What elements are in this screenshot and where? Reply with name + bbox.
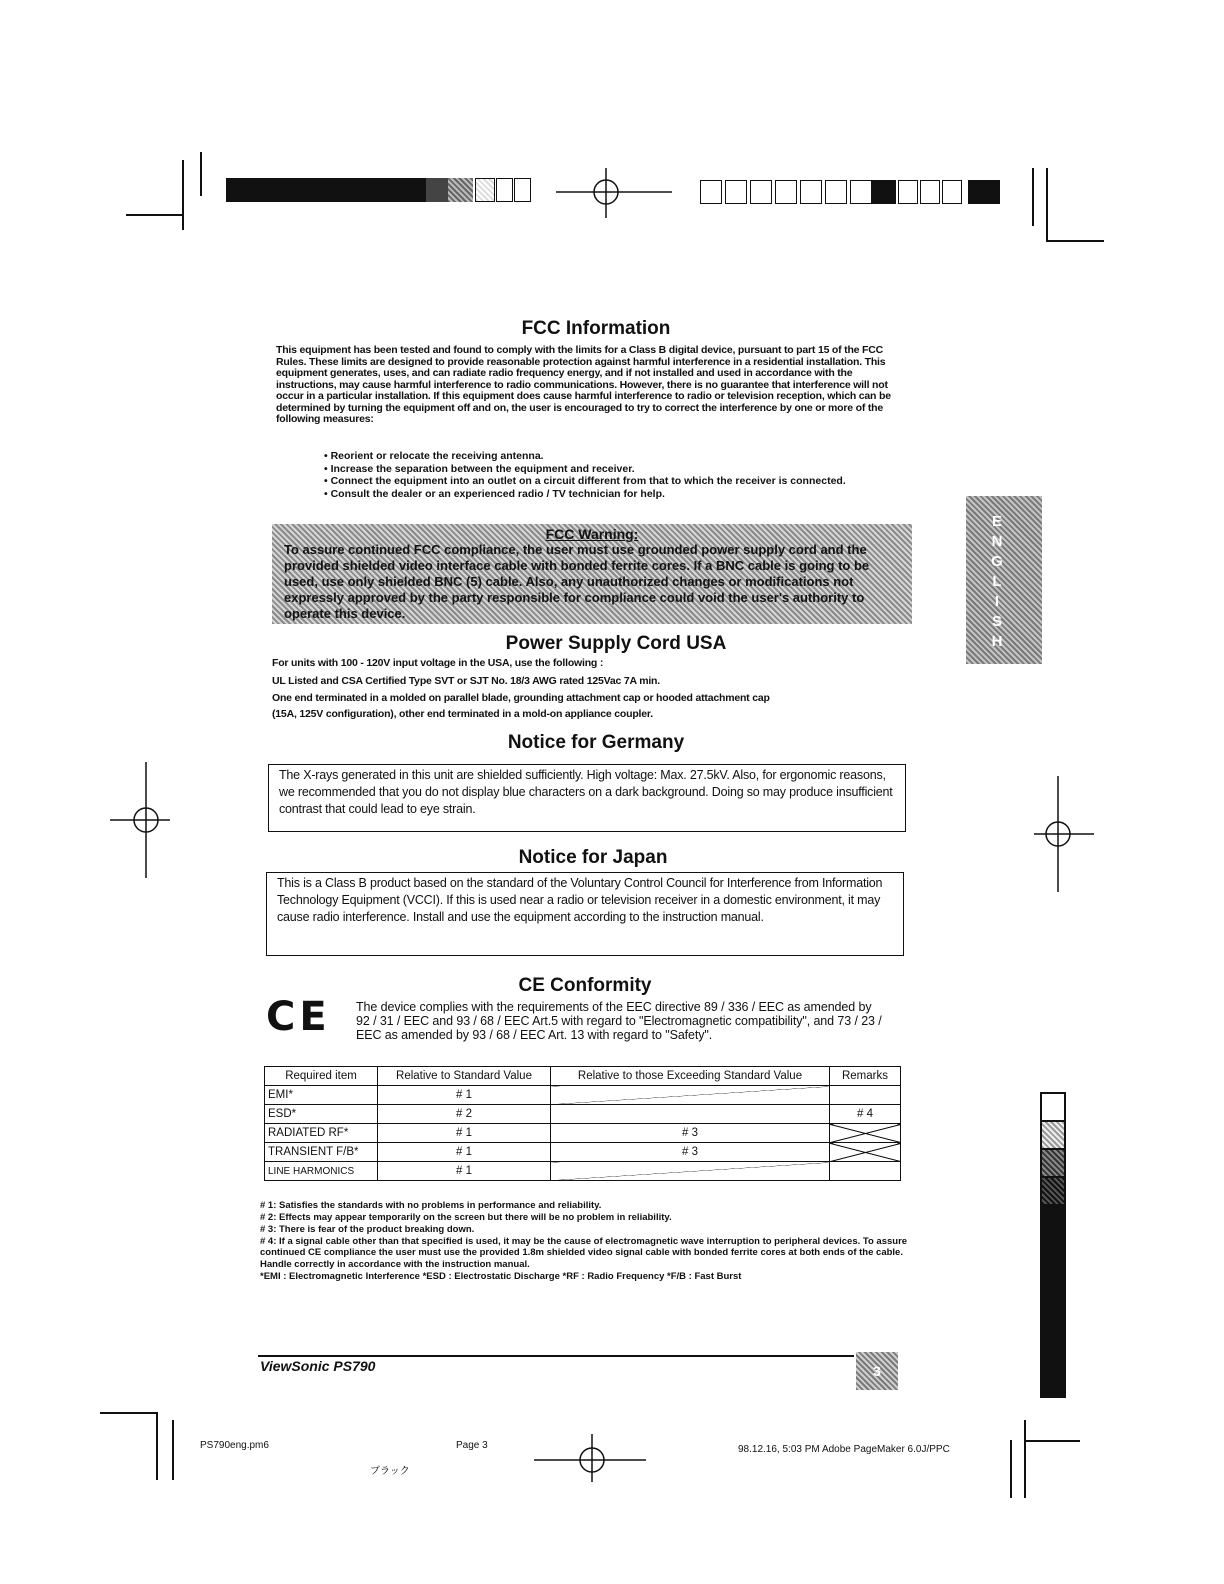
table-header-cell: Remarks bbox=[830, 1067, 901, 1086]
table-cell-remark bbox=[830, 1143, 901, 1162]
table-row bbox=[265, 1162, 901, 1181]
table-cell-item: EMI* bbox=[265, 1086, 378, 1105]
table-cell-std: # 1 bbox=[378, 1086, 551, 1105]
crop-mark bbox=[1024, 1420, 1026, 1498]
table-cell-remark bbox=[830, 1124, 901, 1143]
ce-notes bbox=[260, 1200, 910, 1283]
ce-note: # 4: If a signal cable other than that specified is used, it may be the cause of electromagnetic wave interruption to peripheral devices. To assure continued CE compliance the user must use the provided 1.8m shielded video signal cable with bonded ferrite cores at both ends of the cable. bbox=[260, 1236, 908, 1258]
ce-note: # 3: There is fear of the product breaking down. bbox=[260, 1224, 475, 1235]
crop-mark bbox=[172, 1420, 174, 1480]
crop-mark bbox=[182, 160, 184, 230]
table-header-row bbox=[265, 1067, 901, 1086]
side-tab-letter: H bbox=[991, 633, 1003, 650]
table-header-cell: Relative to Standard Value bbox=[378, 1067, 551, 1086]
table-cell-item: LINE HARMONICS bbox=[265, 1162, 378, 1181]
color-bar-right bbox=[700, 180, 1000, 204]
table-cell-item: RADIATED RF* bbox=[265, 1124, 378, 1143]
side-tab-letters bbox=[990, 512, 1004, 652]
germany-title: Notice for Germany bbox=[507, 732, 685, 753]
side-tab-letter: S bbox=[991, 613, 1002, 630]
slug-file: PS790eng.pm6 bbox=[200, 1440, 269, 1451]
ce-note: # 1: Satisfies the standards with no problems in performance and reliability. bbox=[260, 1200, 602, 1211]
slug-page: Page 3 bbox=[456, 1440, 488, 1451]
table-cell-std: # 2 bbox=[378, 1105, 551, 1124]
table-row bbox=[265, 1143, 901, 1162]
table-cell-std: # 1 bbox=[378, 1162, 551, 1181]
registration-mark-icon bbox=[534, 1434, 646, 1482]
side-tab-letter: N bbox=[991, 533, 1003, 550]
footer-rule bbox=[258, 1355, 854, 1357]
table-cell-exceed bbox=[551, 1162, 830, 1181]
table-cell-exceed: # 3 bbox=[551, 1124, 830, 1143]
power-line: UL Listed and CSA Certified Type SVT or SJT No. 18/3 AWG rated 125Vac 7A min. bbox=[272, 675, 660, 687]
power-line: For units with 100 - 120V input voltage in the USA, use the following : bbox=[272, 657, 604, 669]
page-number: 3 bbox=[873, 1363, 881, 1379]
japan-notice-box bbox=[266, 872, 904, 956]
ce-body: The device complies with the requirements of the EEC directive 89 / 336 / EEC as amended by 92 / 31 / EEC and 93 / 68 / EEC Art.5 with regard to "Electromagnetic compatibility", and 73 / 23 / EEC as amended by 93 / 68 / EEC Art. 13 with regard to "Safety". bbox=[356, 1000, 882, 1042]
ce-note: *EMI : Electromagnetic Interference *ESD : Electrostatic Discharge *RF : Radio Frequency *F/B : Fast Burst bbox=[260, 1271, 742, 1282]
japan-title: Notice for Japan bbox=[518, 847, 668, 868]
table-row bbox=[265, 1105, 901, 1124]
ce-title: CE Conformity bbox=[518, 975, 652, 996]
table-cell-std: # 1 bbox=[378, 1124, 551, 1143]
table-cell-item: TRANSIENT F/B* bbox=[265, 1143, 378, 1162]
side-tab-letter: L bbox=[992, 573, 1002, 590]
crop-mark bbox=[1046, 168, 1048, 242]
registration-mark-icon bbox=[556, 168, 672, 218]
fcc-warning-body: To assure continued FCC compliance, the user must use grounded power supply cord and the provided shielded video interface cable with bonded ferrite cores. If a BNC cable is going to be used, use only shielded BNC (5) cable. Also, any unauthorized changes or modifications not expressly approved by the party responsible for compliance could void the user's authority to operate this device. bbox=[284, 542, 870, 621]
crop-mark bbox=[156, 1412, 158, 1480]
registration-mark-icon bbox=[1034, 776, 1094, 892]
crop-mark bbox=[126, 214, 184, 216]
fcc-measure-item: • Increase the separation between the equipment and receiver. bbox=[324, 463, 914, 476]
fcc-measure-item: • Connect the equipment into an outlet on a circuit different from that to which the receiver is connected. bbox=[324, 475, 914, 488]
table-cell-std: # 1 bbox=[378, 1143, 551, 1162]
table-row bbox=[265, 1124, 901, 1143]
table-cell-exceed bbox=[551, 1105, 830, 1124]
table-cell-exceed bbox=[551, 1086, 830, 1105]
page-number-badge bbox=[856, 1352, 898, 1390]
table-row bbox=[265, 1086, 901, 1105]
crop-mark bbox=[1032, 168, 1034, 226]
slug-jp: ブラック bbox=[370, 1466, 410, 1477]
crop-mark bbox=[1024, 1440, 1080, 1442]
footer-brand: ViewSonic PS790 bbox=[260, 1358, 376, 1374]
table-cell-remark: # 4 bbox=[830, 1105, 901, 1124]
fcc-measure-item: • Consult the dealer or an experienced radio / TV technician for help. bbox=[324, 488, 914, 501]
power-line: One end terminated in a molded on parallel blade, grounding attachment cap or hooded attachment cap bbox=[272, 692, 770, 704]
ce-note: # 2: Effects may appear temporarily on the screen but there will be no problem in reliability. bbox=[260, 1212, 672, 1223]
registration-mark-icon bbox=[110, 762, 170, 878]
fcc-measure-item: • Reorient or relocate the receiving antenna. bbox=[324, 450, 914, 463]
ce-logo: CE bbox=[266, 994, 331, 1040]
table-cell-remark bbox=[830, 1162, 901, 1181]
germany-body: The X-rays generated in this unit are shielded sufficiently. High voltage: Max. 27.5kV. Also, for ergonomic reasons, we recommended that you do not display blue characters on a dark background. Doing so may produce insufficient contrast that could lead to eye strain. bbox=[279, 768, 893, 816]
power-title: Power Supply Cord USA bbox=[505, 633, 727, 654]
germany-notice-box bbox=[268, 764, 906, 832]
japan-body: This is a Class B product based on the standard of the Voluntary Control Council for Interference from Information Technology Equipment (VCCI). If this is used near a radio or television receiver in a domestic environment, it may cause radio interference. Install and use the equipment according to the instruction manual. bbox=[277, 876, 883, 924]
language-side-tab bbox=[966, 496, 1042, 664]
crop-mark bbox=[100, 1412, 158, 1414]
side-tab-letter: I bbox=[994, 593, 1000, 610]
power-line: (15A, 125V configuration), other end terminated in a mold-on appliance coupler. bbox=[272, 708, 653, 720]
table-cell-item: ESD* bbox=[265, 1105, 378, 1124]
color-bar-left bbox=[226, 178, 531, 202]
side-tab-letter: E bbox=[991, 513, 1002, 530]
table-header-cell: Relative to those Exceeding Standard Value bbox=[551, 1067, 830, 1086]
fcc-warning-title: FCC Warning: bbox=[545, 526, 639, 542]
fcc-warning-box bbox=[272, 524, 912, 624]
ce-conformity-table bbox=[264, 1066, 901, 1181]
fcc-body: This equipment has been tested and found to comply with the limits for a Class B digital device, pursuant to part 15 of the FCC Rules. These limits are designed to provide reasonable protection against harmful interference in a residential installation. This equipment generates, uses, and can radiate radio frequency energy, and if not installed and used in accordance with the instructions, may cause harmful interference to radio communications. However, there is no guarantee that interference will not occur in a particular installation. If this equipment does cause harmful interference to radio or television reception, which can be determined by turning the equipment off and on, the user is encouraged to try to correct the interference by one or more of the following measures: bbox=[276, 344, 891, 425]
table-cell-remark bbox=[830, 1086, 901, 1105]
crop-mark bbox=[1010, 1440, 1012, 1498]
slug-date: 98.12.16, 5:03 PM Adobe PageMaker 6.0J/PPC bbox=[738, 1444, 950, 1455]
ce-note: Handle correctly in accordance with the instruction manual. bbox=[260, 1259, 530, 1270]
crop-mark bbox=[1046, 240, 1104, 242]
table-header-cell: Required item bbox=[265, 1067, 378, 1086]
fcc-title: FCC Information bbox=[521, 318, 671, 339]
fcc-measures-list bbox=[324, 450, 914, 500]
table-cell-exceed: # 3 bbox=[551, 1143, 830, 1162]
grayscale-bar bbox=[1040, 1092, 1066, 1398]
crop-mark bbox=[200, 152, 202, 196]
side-tab-letter: G bbox=[991, 553, 1003, 570]
